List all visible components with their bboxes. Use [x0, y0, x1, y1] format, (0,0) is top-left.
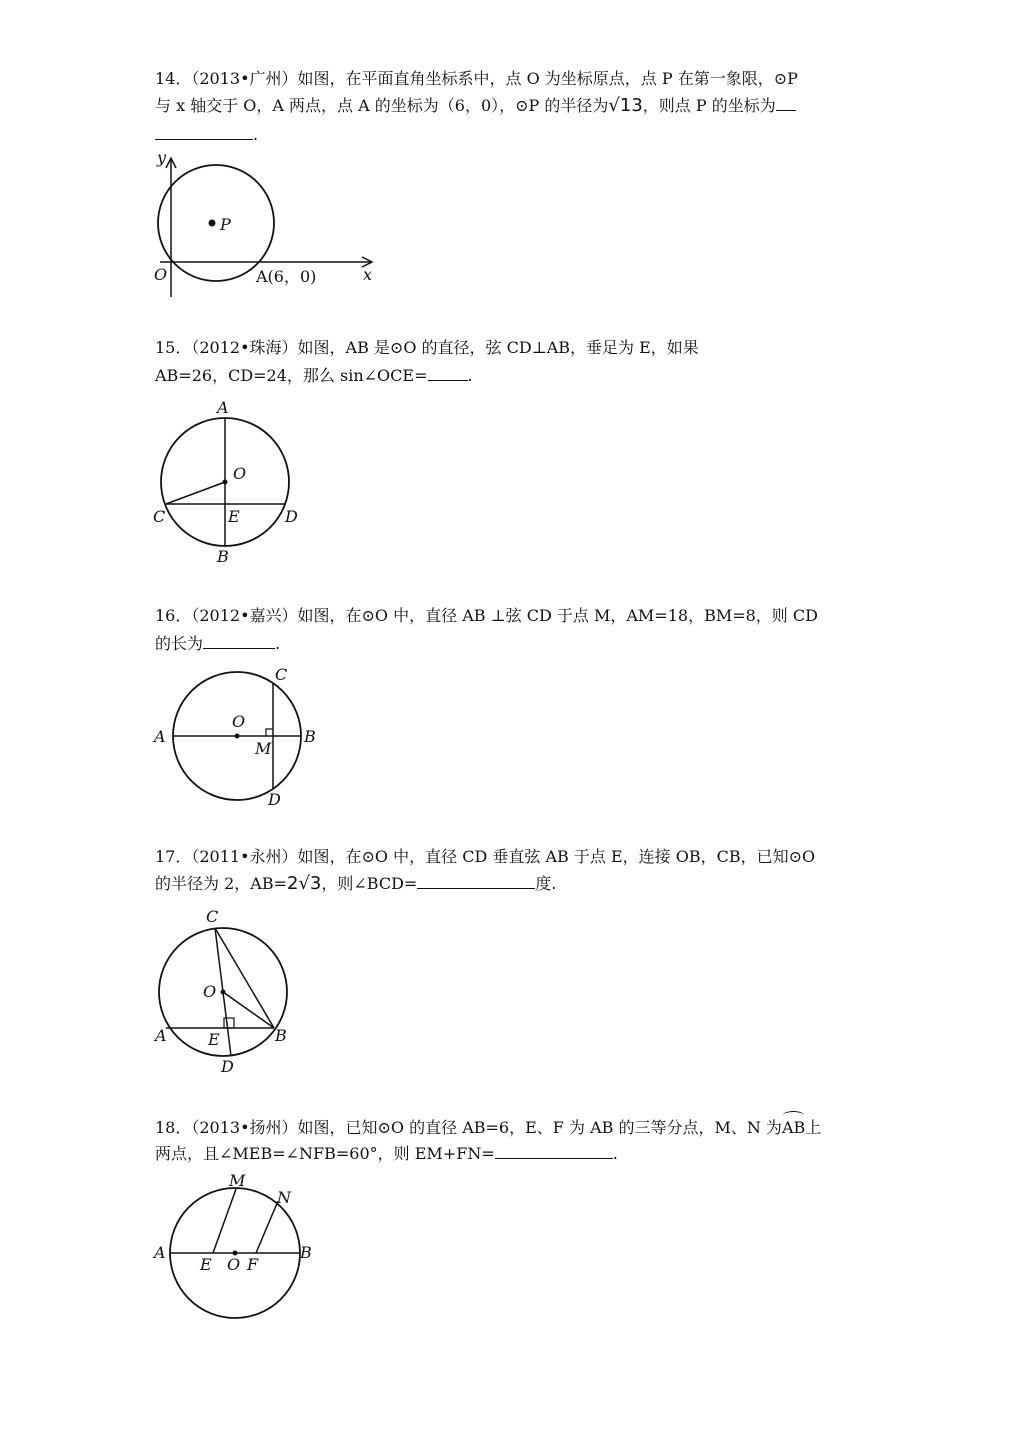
q15-label-e: E — [228, 507, 240, 526]
q16-label-c: C — [275, 665, 288, 684]
q14-line-1: 14．（2013•广州）如图，在平面直角坐标系中，点 O 为坐标原点，点 P 在第一象限，⊙P — [155, 69, 798, 88]
q18-arc-ab: AB — [781, 1118, 806, 1137]
q18-line-1 — [155, 1117, 821, 1139]
q14-label-a: A(6，0) — [256, 267, 317, 286]
q17-answer-blank — [417, 874, 535, 889]
q15-answer-blank — [428, 366, 468, 381]
q18-label-b: B — [300, 1243, 312, 1262]
q14-label-o: O — [154, 265, 168, 284]
q16-right-angle-mark — [266, 729, 273, 736]
q15-label-b: B — [217, 547, 229, 566]
q18-label-m: M — [229, 1171, 246, 1190]
q14-text-b: ，则点 P 的坐标为 — [642, 96, 776, 115]
q14-answer-blank-start — [776, 96, 796, 111]
q16-line-1: 16．（2012•嘉兴）如图，在⊙O 中，直径 AB ⊥弦 CD 于点 M，AM=18，BM=8，则 CD — [155, 606, 818, 625]
q16-label-a: A — [154, 727, 166, 746]
q14-answer-blank — [155, 125, 253, 140]
q17-right-angle-mark — [224, 1018, 234, 1028]
q16-label-m: M — [255, 739, 272, 758]
q18-line-2: 两点，且∠MEB=∠NFB=60°，则 EM+FN= . — [155, 1144, 618, 1163]
q14-sqrt: √13 — [608, 95, 643, 116]
q18-segment-em — [213, 1189, 236, 1253]
q18-answer-blank — [495, 1144, 613, 1159]
q17-line-1: 17．（2011•永州）如图，在⊙O 中，直径 CD 垂直弦 AB 于点 E，连接 OB，CB，已知⊙O — [155, 847, 816, 866]
q18-label-n: N — [277, 1188, 291, 1207]
q14-circle-p — [158, 165, 274, 281]
q14-line-3: . — [155, 124, 258, 146]
q18-segment-fn — [256, 1201, 278, 1253]
q16-label-o: O — [232, 712, 246, 731]
q18-text-c: 两点，且∠MEB=∠NFB=60°，则 EM+FN= — [155, 1144, 495, 1163]
q18-text-a: 18．（2013•扬州）如图，已知⊙O 的直径 AB=6，E、F 为 AB 的三等分点，M、N 为 — [155, 1118, 782, 1137]
q17-label-c: C — [206, 907, 219, 926]
q15-label-c: C — [153, 507, 166, 526]
q14-figure — [150, 148, 390, 300]
q18-label-e: E — [200, 1255, 212, 1274]
q14-label-p: P — [220, 215, 231, 234]
q16-label-d: D — [268, 790, 281, 809]
q15-label-a: A — [217, 398, 229, 417]
q16-line-2: 的长为 . — [155, 634, 281, 653]
q15-segment-oc — [166, 482, 225, 504]
q17-line-2 — [155, 873, 556, 895]
q17-sqrt: 2√3 — [287, 873, 322, 894]
q17-segment-ob — [223, 992, 274, 1028]
q15-line-2: AB=26，CD=24，那么 sin∠OCE= . — [155, 366, 473, 385]
q16-label-b: B — [304, 727, 316, 746]
q17-point-o — [221, 990, 226, 995]
q15-label-o: O — [233, 464, 247, 483]
q15-figure — [150, 395, 310, 570]
q17-text-a: 的半径为 2，AB= — [155, 874, 287, 893]
q18-label-a: A — [154, 1243, 166, 1262]
q17-label-b: B — [275, 1026, 287, 1045]
q18-label-o: O — [227, 1255, 241, 1274]
q14-line-2 — [155, 95, 796, 117]
q18-text-b: 上 — [805, 1118, 822, 1137]
q14-point-p — [209, 220, 216, 227]
q15-point-o — [223, 480, 228, 485]
q16-figure — [150, 660, 330, 810]
q16-text-a: 的长为 — [155, 634, 204, 653]
q18-label-f: F — [247, 1255, 259, 1274]
q17-figure — [150, 902, 310, 1082]
q15-label-d: D — [285, 507, 298, 526]
q14-label-y: y — [157, 148, 167, 167]
q17-label-d: D — [221, 1057, 234, 1076]
q18-figure — [150, 1168, 320, 1328]
q15-line-1: 15．（2012•珠海）如图，AB 是⊙O 的直径，弦 CD⊥AB，垂足为 E，如果 — [155, 338, 699, 357]
q16-answer-blank — [203, 634, 275, 649]
q16-point-o — [235, 734, 240, 739]
q15-text-a: AB=26，CD=24，那么 sin∠OCE= — [155, 366, 428, 385]
q17-label-o: O — [203, 982, 217, 1001]
q17-label-e: E — [208, 1030, 220, 1049]
q14-label-x: x — [363, 265, 373, 284]
q17-text-c: 度. — [535, 874, 557, 893]
q14-text-a: 与 x 轴交于 O，A 两点，点 A 的坐标为（6，0），⊙P 的半径为 — [155, 96, 609, 115]
q17-label-a: A — [155, 1026, 167, 1045]
q17-text-b: ，则∠BCD= — [321, 874, 418, 893]
